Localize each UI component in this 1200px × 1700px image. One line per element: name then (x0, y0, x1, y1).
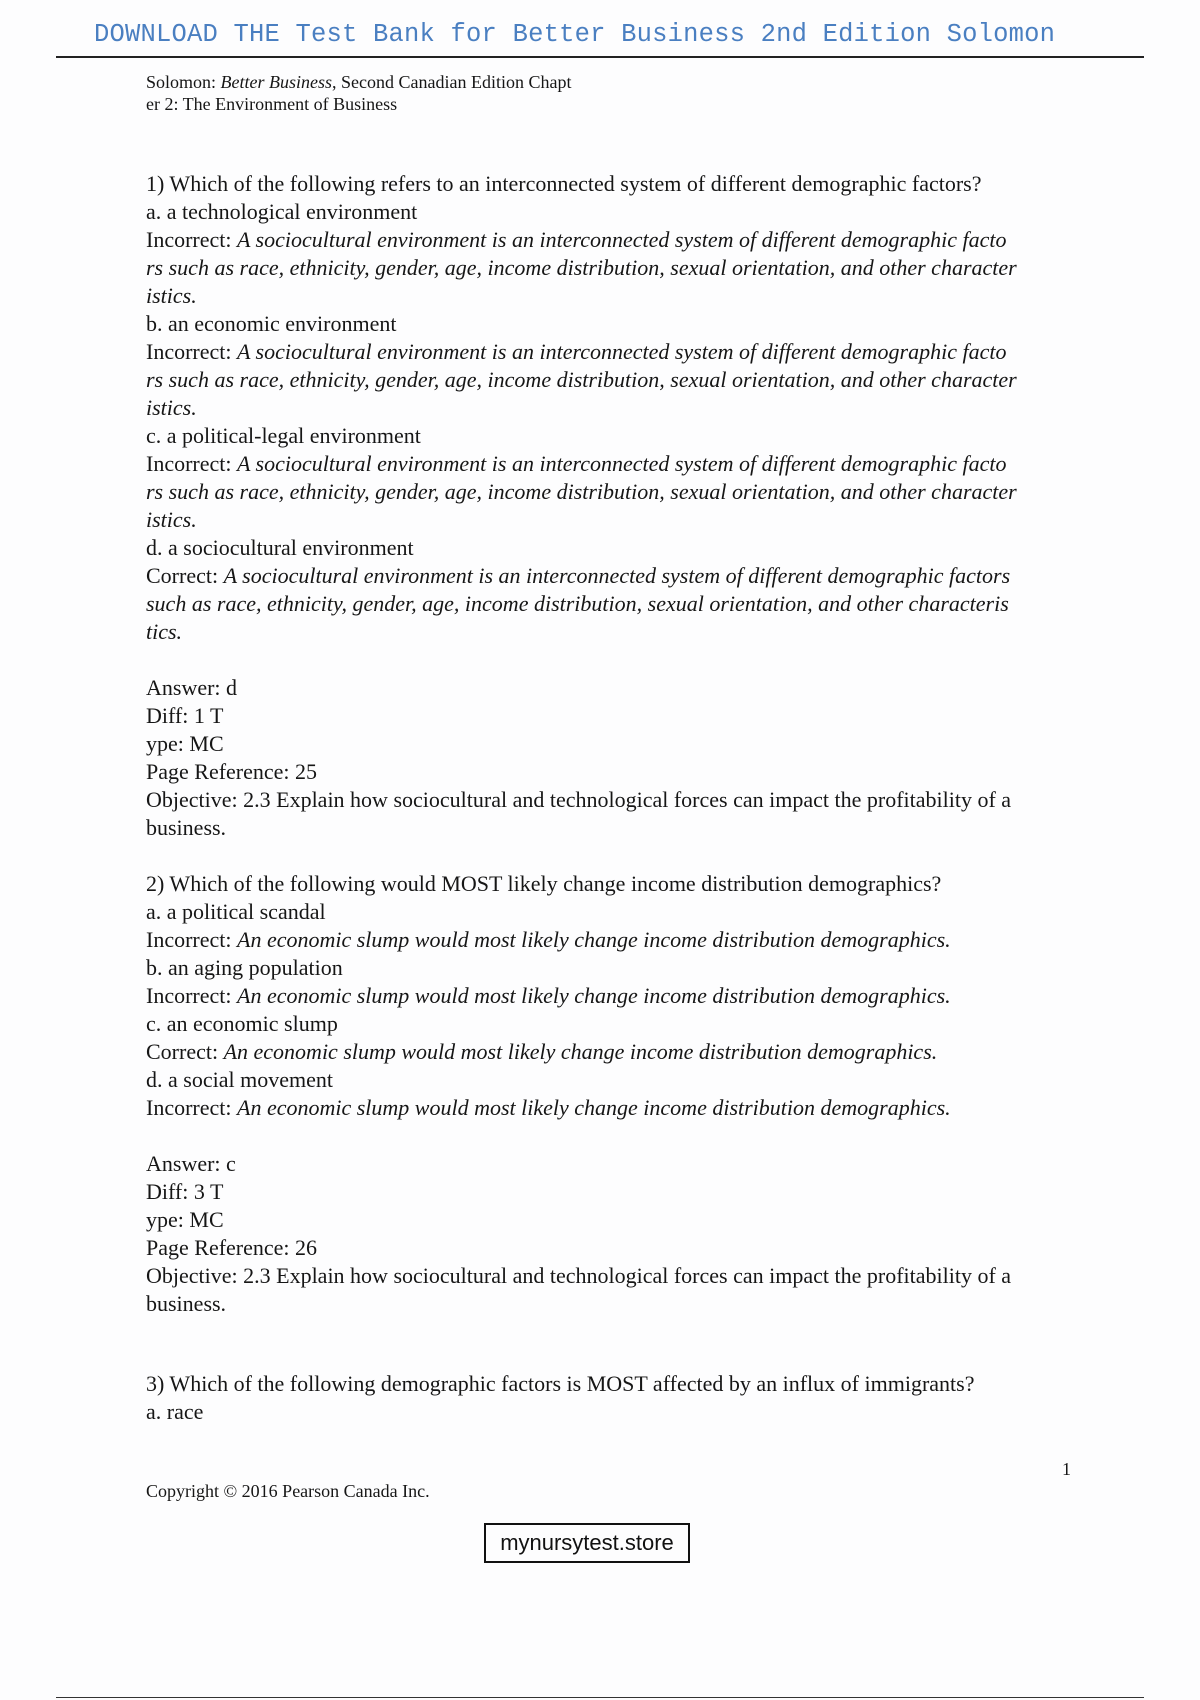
option-label: a. a political scandal (146, 899, 326, 924)
option-feedback (146, 926, 1096, 954)
option-label: c. an economic slump (146, 1011, 338, 1036)
option-feedback (146, 226, 1096, 254)
feedback-status: Incorrect: (146, 1095, 237, 1120)
feedback-text: such as race, ethnicity, gender, age, income distribution, sexual orientation, and other characteris (146, 591, 1009, 616)
option-feedback (146, 982, 1096, 1010)
feedback-text: An economic slump would most likely change income distribution demographics. (223, 1039, 938, 1064)
page-number: 1 (1062, 1459, 1071, 1479)
header-book-title: Better Business (220, 72, 332, 92)
option-feedback (146, 450, 1096, 478)
bottom-divider (56, 1697, 1144, 1698)
feedback-text: A sociocultural environment is an interconnected system of different demographic factors (223, 563, 1011, 588)
question-stem: 3) Which of the following demographic factors is MOST affected by an influx of immigrants? (146, 1371, 975, 1396)
feedback-text: rs such as race, ethnicity, gender, age, income distribution, sexual orientation, and other character (146, 255, 1017, 280)
feedback-status: Incorrect: (146, 339, 237, 364)
option-feedback (146, 1094, 1096, 1122)
feedback-status: Incorrect: (146, 983, 237, 1008)
spacer (146, 1318, 1096, 1370)
feedback-status: Incorrect: (146, 451, 237, 476)
feedback-text: istics. (146, 283, 197, 308)
page-reference-line: Page Reference: 25 (146, 759, 318, 784)
option-feedback (146, 562, 1096, 590)
feedback-text: rs such as race, ethnicity, gender, age, income distribution, sexual orientation, and other character (146, 479, 1017, 504)
option-label: d. a sociocultural environment (146, 535, 414, 560)
feedback-text: An economic slump would most likely change income distribution demographics. (237, 983, 951, 1008)
option-feedback (146, 1038, 1096, 1066)
page-reference-line: Page Reference: 26 (146, 1235, 318, 1260)
feedback-text: rs such as race, ethnicity, gender, age, income distribution, sexual orientation, and other character (146, 367, 1017, 392)
download-banner[interactable]: DOWNLOAD THE Test Bank for Better Business 2nd Edition Solomon (94, 20, 1056, 49)
watermark-stamp: mynursytest.store (484, 1523, 690, 1563)
option-label: c. a political-legal environment (146, 423, 421, 448)
option-feedback (146, 338, 1096, 366)
spacer (146, 646, 1096, 674)
objective-line: Objective: 2.3 Explain how sociocultural and technological forces can impact the profitability of a (146, 1263, 1012, 1288)
feedback-text: A sociocultural environment is an interconnected system of different demographic facto (237, 451, 1007, 476)
header-edition: , Second Canadian Edition Chapt (332, 72, 572, 92)
feedback-status: Correct: (146, 563, 224, 588)
feedback-text: An economic slump would most likely change income distribution demographics. (237, 1095, 951, 1120)
feedback-text: A sociocultural environment is an interconnected system of different demographic facto (237, 227, 1007, 252)
header-line-2: er 2: The Environment of Business (146, 94, 398, 114)
answer-line: Answer: d (146, 675, 238, 700)
top-divider (56, 56, 1144, 58)
answer-line: Answer: c (146, 1151, 236, 1176)
objective-line: Objective: 2.3 Explain how sociocultural and technological forces can impact the profitability of a (146, 787, 1012, 812)
type-line: ype: MC (146, 1207, 224, 1232)
feedback-text: tics. (146, 619, 183, 644)
question-stem: 1) Which of the following refers to an interconnected system of different demographic factors? (146, 171, 982, 196)
feedback-text: An economic slump would most likely change income distribution demographics. (237, 927, 951, 952)
question-list (146, 170, 1096, 1426)
header-line-1 (146, 71, 571, 93)
question-stem: 2) Which of the following would MOST likely change income distribution demographics? (146, 871, 942, 896)
objective-line-cont: business. (146, 1291, 227, 1316)
feedback-status: Incorrect: (146, 227, 237, 252)
difficulty-line: Diff: 3 T (146, 1179, 224, 1204)
type-line: ype: MC (146, 731, 224, 756)
feedback-status: Correct: (146, 1039, 224, 1064)
difficulty-line: Diff: 1 T (146, 703, 224, 728)
option-label: b. an aging population (146, 955, 343, 980)
option-label: b. an economic environment (146, 311, 397, 336)
copyright-notice: Copyright © 2016 Pearson Canada Inc. (146, 1481, 430, 1501)
option-label: d. a social movement (146, 1067, 333, 1092)
objective-line-cont: business. (146, 815, 227, 840)
spacer (146, 1122, 1096, 1150)
option-label: a. race (146, 1399, 204, 1424)
spacer (146, 842, 1096, 870)
header-author: Solomon: (146, 72, 221, 92)
document-header (146, 71, 571, 115)
option-label: a. a technological environment (146, 199, 418, 224)
feedback-status: Incorrect: (146, 927, 237, 952)
feedback-text: istics. (146, 507, 197, 532)
feedback-text: A sociocultural environment is an interconnected system of different demographic facto (237, 339, 1007, 364)
feedback-text: istics. (146, 395, 197, 420)
